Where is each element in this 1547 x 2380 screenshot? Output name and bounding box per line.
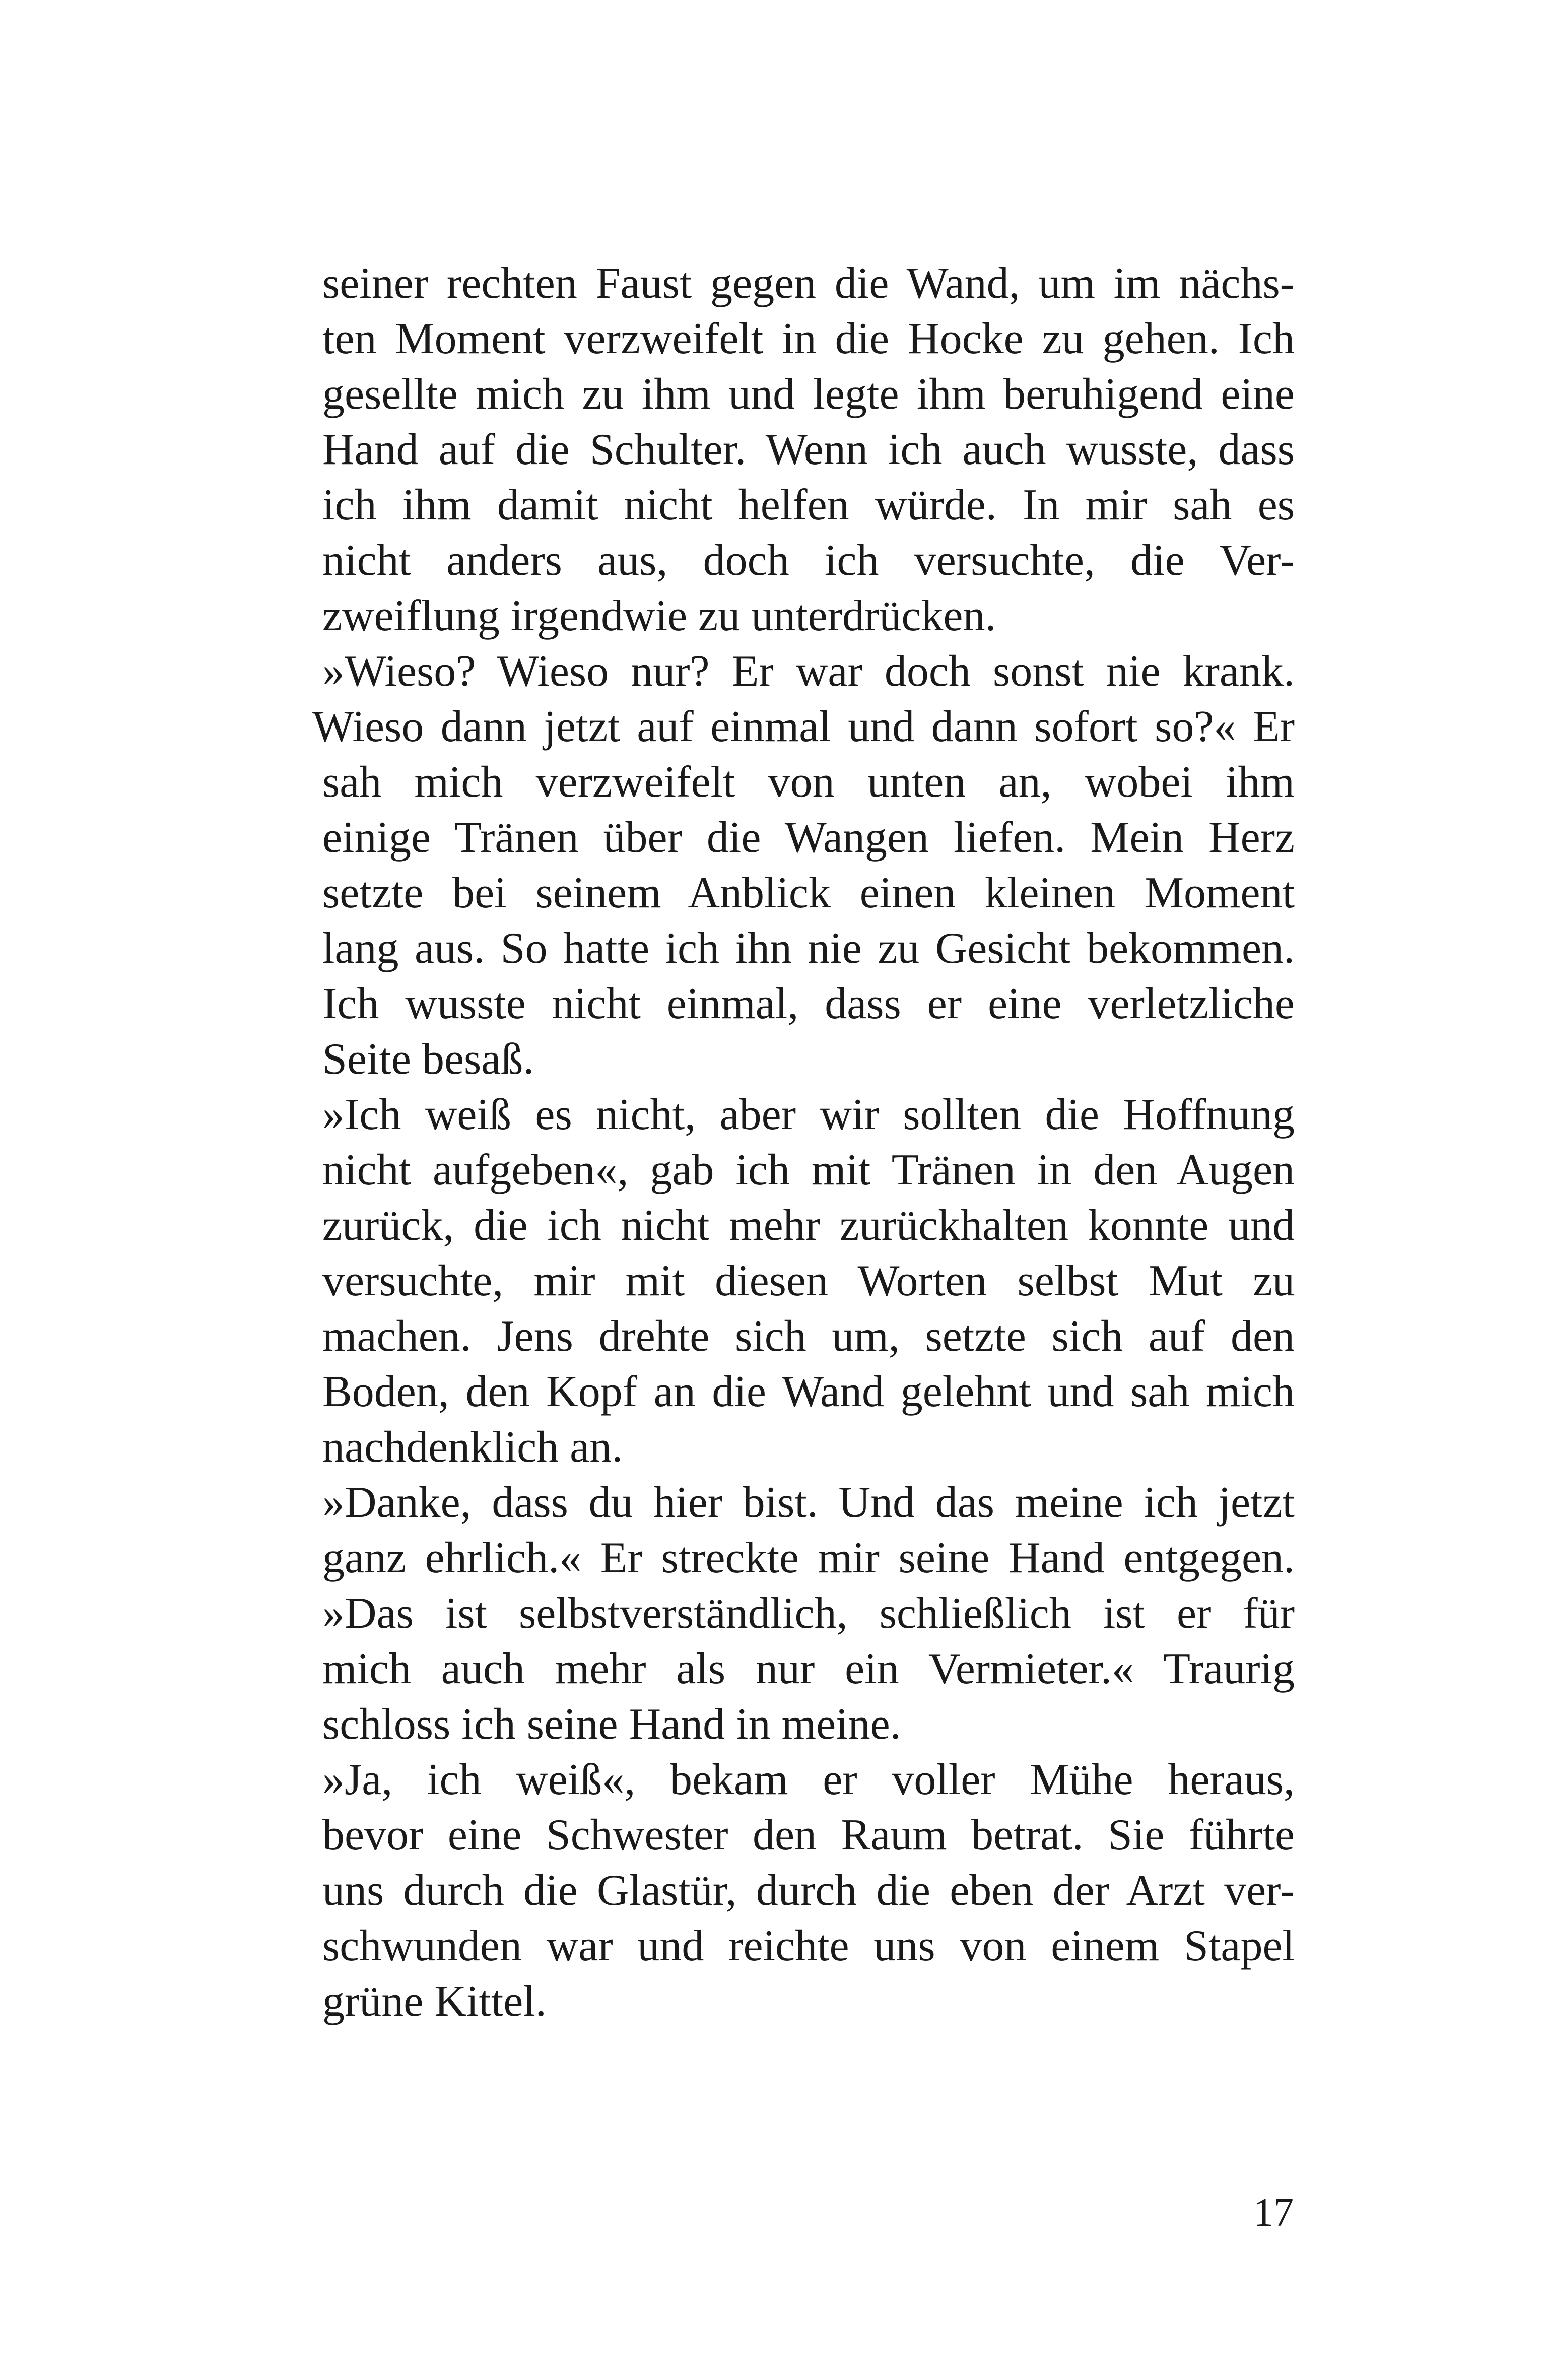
text-line: seiner rechten Faust gegen die Wand, um im nächs- — [322, 259, 1295, 308]
text-line: Wieso dann jetzt auf einmal und dann sofort so?« Er — [312, 702, 1295, 751]
text-line: »Das ist selbstverständlich, schließlich ist er für — [322, 1589, 1295, 1638]
text-line: »Ich weiß es nicht, aber wir sollten die Hoffnung — [322, 1090, 1295, 1139]
text-line: nicht anders aus, doch ich versuchte, die Ver- — [322, 536, 1295, 585]
text-line: uns durch die Glastür, durch die eben der Arzt ver- — [322, 1866, 1295, 1915]
text-line: lang aus. So hatte ich ihn nie zu Gesicht bekommen. — [322, 924, 1295, 973]
text-line: »Ja, ich weiß«, bekam er voller Mühe heraus, — [322, 1755, 1295, 1804]
text-line: gesellte mich zu ihm und legte ihm beruhigend eine — [322, 370, 1295, 419]
text-line: nicht aufgeben«, gab ich mit Tränen in den Augen — [322, 1146, 1295, 1195]
text-line: bevor eine Schwester den Raum betrat. Sie führte — [322, 1811, 1295, 1860]
text-line: versuchte, mir mit diesen Worten selbst Mut zu — [322, 1257, 1295, 1305]
text-line: machen. Jens drehte sich um, setzte sich auf den — [322, 1312, 1295, 1361]
page-number: 17 — [1253, 2191, 1294, 2235]
text-line: Seite besaß. — [322, 1035, 534, 1084]
text-line: einige Tränen über die Wangen liefen. Mein Herz — [322, 813, 1295, 862]
text-line: »Danke, dass du hier bist. Und das meine ich jetzt — [322, 1478, 1295, 1527]
text-line: setzte bei seinem Anblick einen kleinen Moment — [322, 869, 1295, 917]
text-line: Ich wusste nicht einmal, dass er eine verletzliche — [322, 979, 1295, 1028]
text-line: schwunden war und reichte uns von einem Stapel — [322, 1922, 1295, 1970]
text-line: ich ihm damit nicht helfen würde. In mir sah es — [322, 481, 1295, 530]
text-line: nachdenklich an. — [322, 1423, 623, 1472]
text-line: Hand auf die Schulter. Wenn ich auch wusste, dass — [322, 425, 1295, 474]
text-line: schloss ich seine Hand in meine. — [322, 1700, 901, 1749]
body-text — [312, 256, 1295, 2029]
text-line: Boden, den Kopf an die Wand gelehnt und sah mich — [322, 1367, 1295, 1416]
text-line: zurück, die ich nicht mehr zurückhalten konnte und — [322, 1201, 1295, 1250]
text-line: sah mich verzweifelt von unten an, wobei ihm — [322, 758, 1295, 807]
text-line: grüne Kittel. — [322, 1977, 547, 2026]
text-line: ganz ehrlich.« Er streckte mir seine Hand entgegen. — [322, 1534, 1295, 1582]
text-line: »Wieso? Wieso nur? Er war doch sonst nie krank. — [322, 647, 1295, 696]
text-line: zweiflung irgendwie zu unterdrücken. — [322, 591, 996, 640]
text-line: mich auch mehr als nur ein Vermieter.« Traurig — [322, 1644, 1295, 1693]
text-line: ten Moment verzweifelt in die Hocke zu gehen. Ich — [322, 314, 1295, 363]
